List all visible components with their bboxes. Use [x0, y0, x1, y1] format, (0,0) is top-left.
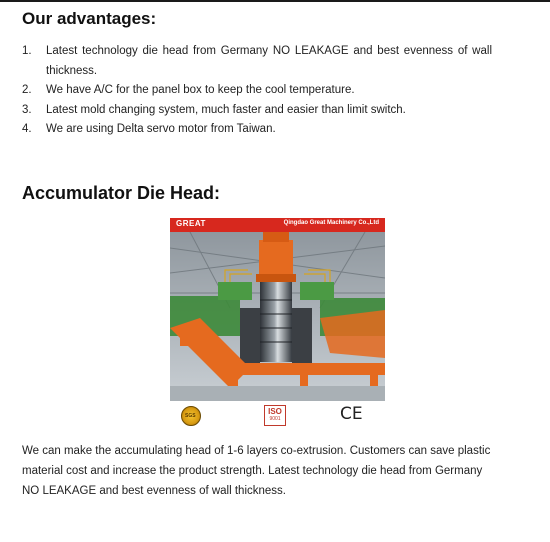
ce-mark-icon: CE: [340, 404, 363, 424]
die-head-description: We can make the accumulating head of 1-6 layers co-extrusion. Customers can save plastic material cost and increase the product strength. Latest technology die head from Germany NO LEAKAGE and best evenness of wall thickness.: [22, 445, 491, 497]
iso-label: ISO: [268, 407, 282, 416]
iso-number: 9001: [269, 416, 281, 422]
certification-row: [170, 402, 385, 428]
list-item: [22, 120, 492, 140]
list-item-number: 1.: [22, 45, 32, 57]
list-item-number: 2.: [22, 84, 32, 96]
brand-logo: GREAT: [176, 219, 206, 228]
die-head-photo: [170, 218, 385, 401]
list-item-text: We are using Delta servo motor from Taiwan.: [46, 123, 276, 135]
machine-illustration: [170, 218, 385, 401]
list-item-number: 3.: [22, 103, 32, 116]
top-divider: [0, 0, 550, 2]
seal-text: SGS: [185, 413, 196, 419]
list-item: [22, 101, 492, 121]
advantages-list: [22, 42, 492, 140]
company-name: Qingdao Great Machinery Co.,Ltd: [283, 220, 379, 226]
advantages-heading: Our advantages:: [22, 9, 157, 28]
list-item-text: Latest mold changing system, much faster and easier than limit switch.: [46, 103, 406, 116]
brand-banner: [170, 218, 385, 232]
list-item: [22, 81, 492, 101]
iso-9001-icon: [264, 405, 286, 426]
list-item-text: Latest technology die head from Germany NO LEAKAGE and best evenness of wall thickness.: [46, 45, 492, 77]
list-item-number: 4.: [22, 123, 32, 135]
list-item: [22, 42, 492, 81]
sgs-seal-icon: [181, 406, 201, 426]
list-item-text: We have A/C for the panel box to keep the cool temperature.: [46, 84, 355, 96]
die-head-heading: Accumulator Die Head:: [22, 183, 221, 203]
